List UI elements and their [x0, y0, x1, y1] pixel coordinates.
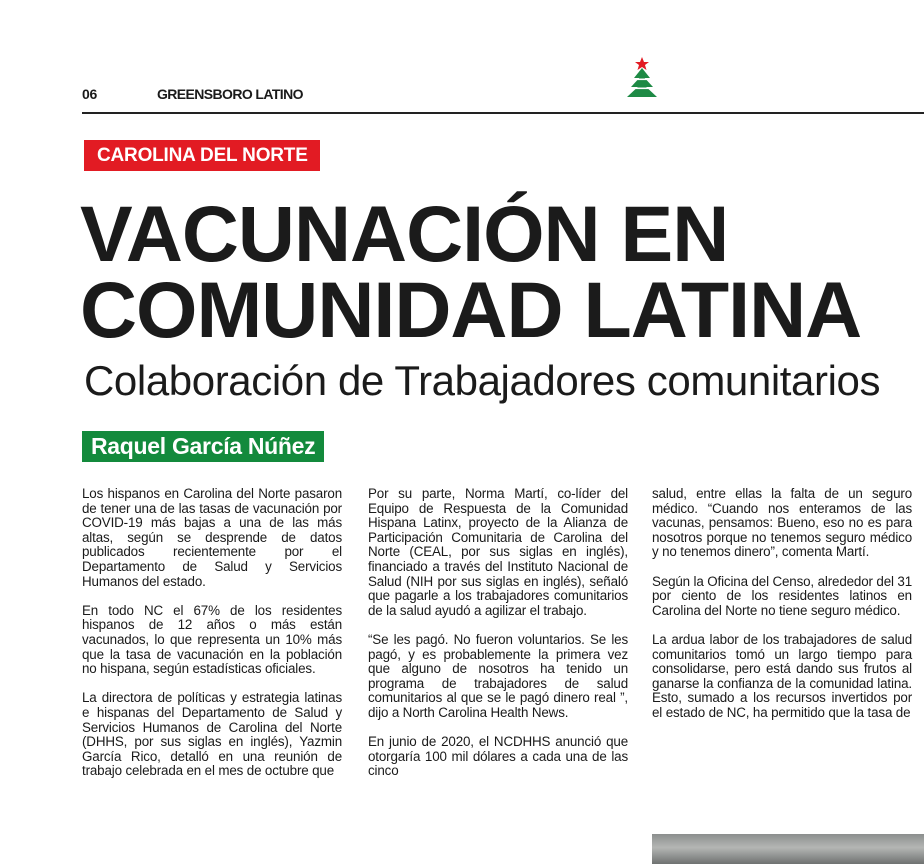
article-column-2: [368, 487, 628, 793]
section-label: CAROLINA DEL NORTE: [84, 140, 320, 171]
paragraph: En todo NC el 67% de los residentes hispanos de 12 años o más están vacunados, lo que representa un 10% más que la tasa de vacunación en la población no hispana, según estadísticas oficiales.: [82, 602, 342, 677]
article-column-3: [652, 487, 912, 735]
author-byline: Raquel García Núñez: [82, 431, 324, 462]
article-column-1: [82, 487, 342, 793]
christmas-tree-icon: [622, 56, 662, 102]
header-rule: [82, 112, 924, 114]
paragraph: En junio de 2020, el NCDHHS anunció que otorgaría 100 mil dólares a cada una de las cinco: [368, 734, 628, 779]
publication-name: GREENSBORO LATINO: [157, 86, 303, 102]
paragraph: Los hispanos en Carolina del Norte pasaron de tener una de las tasas de vacunación por COVID-19 más bajas a una de las más altas, según se desprende de datos publicados recientemente por el Departamento de Salud y Servicios Humanos del estado.: [82, 486, 342, 589]
headline-line-2: COMUNIDAD LATINA: [80, 265, 862, 354]
paragraph: salud, entre ellas la falta de un seguro médico. “Cuando nos enteramos de las vacunas, pensamos: Bueno, eso no es para nosotros porque no tenemos seguro médico y no tenemos dinero”, comenta Martí.: [652, 486, 912, 560]
headline-line-1: VACUNACIÓN EN: [80, 189, 729, 278]
paragraph: Según la Oficina del Censo, alrededor del 31 por ciento de los residentes latinos en Carolina del Norte no tiene seguro médico.: [652, 573, 912, 618]
paragraph: “Se les pagó. No fueron voluntarios. Se les pagó, y es probablemente la primera vez que alguno de nosotros ha tenido un programa de trabajadores de salud comunitarios al que se le pagó dinero real ”, dijo a North Carolina Health News.: [368, 631, 628, 720]
article-photo: [652, 834, 924, 864]
paragraph: La ardua labor de los trabajadores de salud comunitarios tomó un largo tiempo para consolidarse, pero está dando sus frutos al ganarse la confianza de la comunidad latina. Esto, sumado a los recursos invertidos por el estado de NC, ha permitido que la tasa de: [652, 631, 912, 720]
page-number: 06: [82, 86, 97, 102]
paragraph: Por su parte, Norma Martí, co-líder del Equipo de Respuesta de la Comunidad Hispana Latinx, proyecto de la Alianza de Participación Comunitaria de Carolina del Norte (CEAL, por sus siglas en inglés), financiado a través del Instituto Nacional de Salud (NIH por sus siglas en inglés), señaló que pagarle a los trabajadores comunitarios de la salud ayudó a agilizar el trabajo.: [368, 486, 628, 618]
page-header: [82, 86, 924, 106]
headline: [80, 189, 924, 354]
subheadline: Colaboración de Trabajadores comunitarios: [84, 357, 881, 404]
paragraph: La directora de políticas y estrategia latinas e hispanas del Departamento de Salud y Servicios Humanos de Carolina del Norte (DHHS, por sus siglas en inglés), Yazmin García Rico, detalló en una reunión de trabajo celebrada en el mes de octubre que: [82, 690, 342, 779]
